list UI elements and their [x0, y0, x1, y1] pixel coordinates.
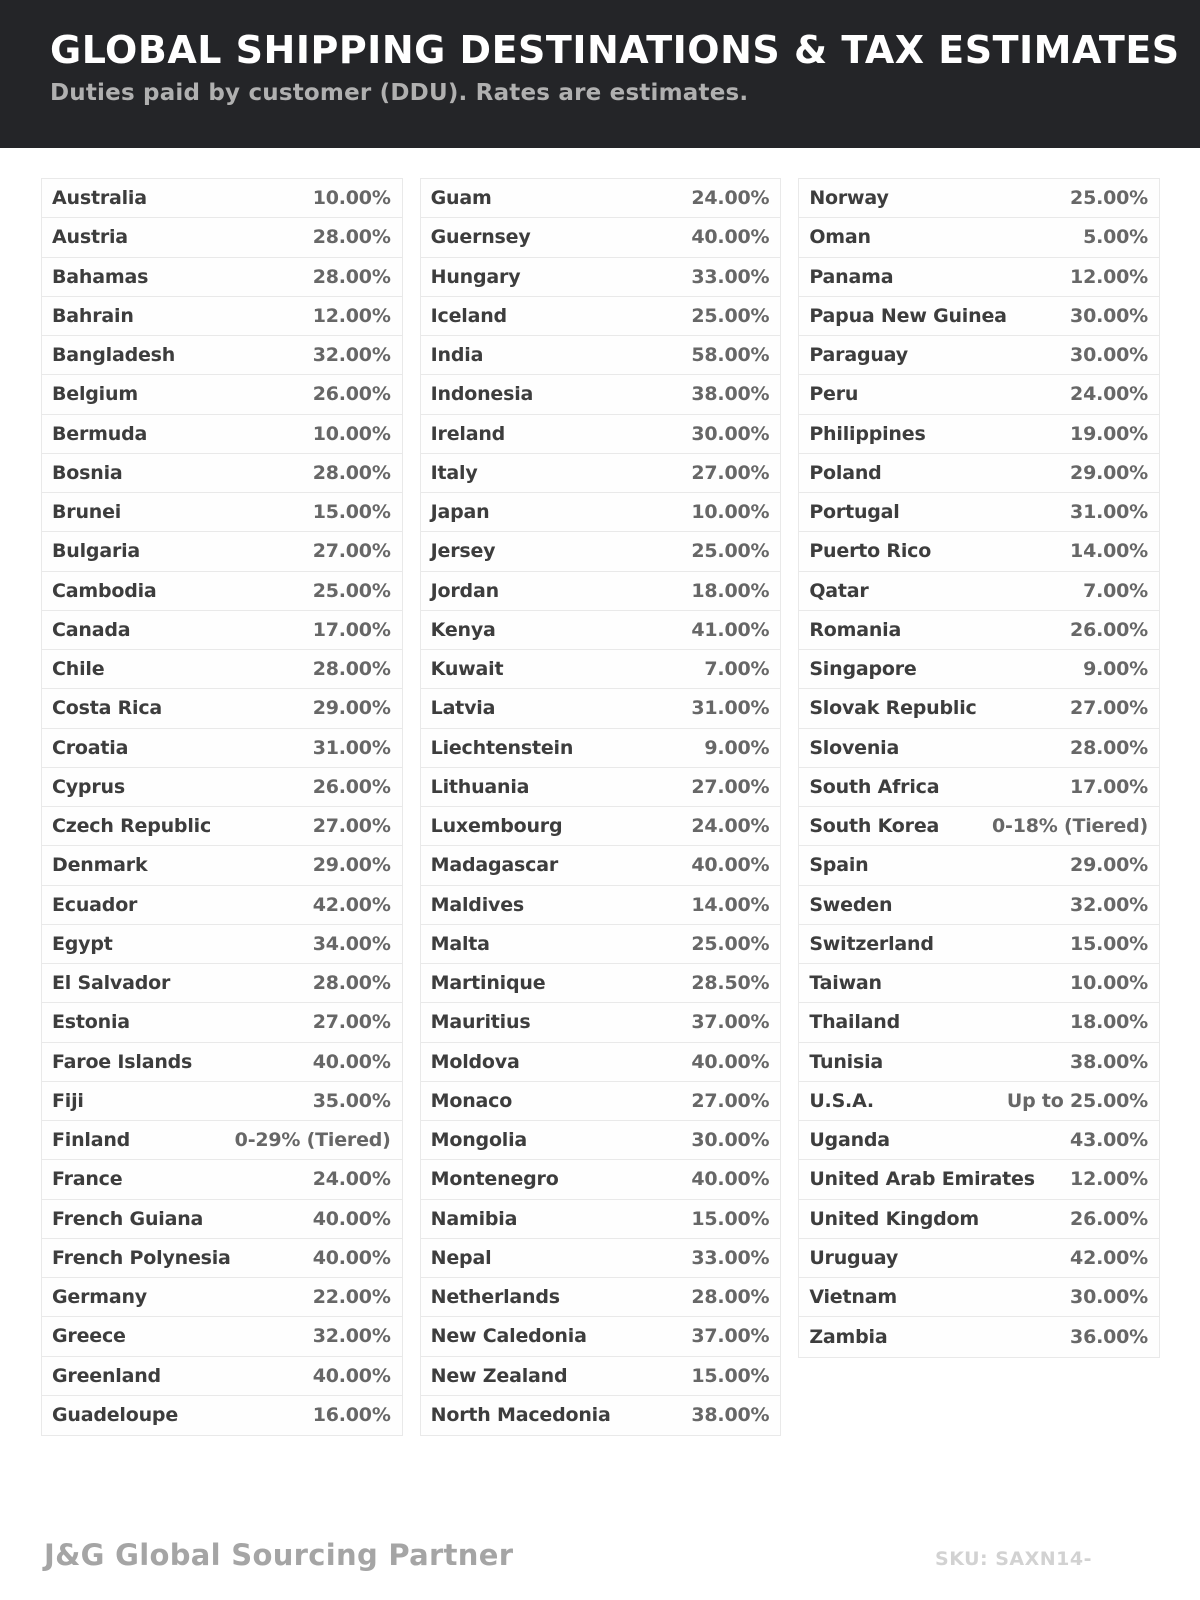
- tax-rate: 27.00%: [312, 1011, 391, 1034]
- country-name: Portugal: [809, 501, 900, 524]
- table-row: [799, 925, 1159, 964]
- tax-rate: 10.00%: [312, 187, 391, 210]
- country-name: Cyprus: [52, 775, 125, 798]
- country-name: Bahrain: [52, 304, 134, 327]
- brand-name: J&G Global Sourcing Partner: [44, 1538, 514, 1572]
- tax-rate: 0-29% (Tiered): [234, 1129, 391, 1152]
- country-name: Puerto Rico: [809, 540, 932, 563]
- tax-rate: 40.00%: [691, 1050, 770, 1073]
- country-name: French Polynesia: [52, 1246, 231, 1269]
- tax-rate: 32.00%: [312, 344, 391, 367]
- country-name: Qatar: [809, 579, 869, 602]
- table-row: [421, 1396, 781, 1435]
- tax-rate: 38.00%: [691, 1404, 770, 1427]
- tax-rate: 40.00%: [691, 1168, 770, 1191]
- table-row: [421, 1200, 781, 1239]
- table-row: [799, 415, 1159, 454]
- country-name: United Arab Emirates: [809, 1168, 1035, 1191]
- tax-rate: 31.00%: [312, 736, 391, 759]
- table-row: [799, 258, 1159, 297]
- country-name: Slovenia: [809, 736, 900, 759]
- table-row: [799, 493, 1159, 532]
- country-name: Latvia: [430, 697, 496, 720]
- tax-rate: 26.00%: [312, 383, 391, 406]
- tax-rate: 25.00%: [691, 304, 770, 327]
- table-row: [421, 493, 781, 532]
- country-name: Jordan: [430, 579, 499, 602]
- table-row: [42, 532, 402, 571]
- tax-rate: 32.00%: [1070, 893, 1148, 916]
- tax-rate: 7.00%: [704, 658, 770, 681]
- country-name: Czech Republic: [52, 815, 212, 838]
- country-name: Madagascar: [430, 854, 558, 877]
- table-row: [421, 179, 781, 218]
- sku-label: SKU: SAXN14-: [935, 1548, 1092, 1570]
- country-name: Singapore: [809, 658, 917, 681]
- country-name: El Salvador: [52, 972, 171, 995]
- tax-rate: 28.00%: [1070, 736, 1148, 759]
- table-row: [799, 1200, 1159, 1239]
- table-row: [42, 689, 402, 728]
- table-row: [421, 886, 781, 925]
- tax-rate: 27.00%: [312, 815, 391, 838]
- tax-rate: 30.00%: [691, 1129, 770, 1152]
- country-name: Chile: [52, 658, 105, 681]
- table-row: [799, 297, 1159, 336]
- table-column: [420, 178, 782, 1436]
- table-row: [421, 454, 781, 493]
- tax-rate: 24.00%: [312, 1168, 391, 1191]
- country-name: Brunei: [52, 501, 122, 524]
- table-row: [799, 846, 1159, 885]
- tax-rate: 28.00%: [312, 265, 391, 288]
- country-name: Belgium: [52, 383, 138, 406]
- tax-rate: 42.00%: [1070, 1246, 1148, 1269]
- table-column: [41, 178, 403, 1436]
- tax-rate: 9.00%: [1083, 658, 1148, 681]
- country-name: Guadeloupe: [52, 1404, 179, 1427]
- tax-rate: 26.00%: [1070, 618, 1148, 641]
- country-name: Liechtenstein: [430, 736, 574, 759]
- tax-rate: 28.00%: [312, 972, 391, 995]
- table-row: [42, 493, 402, 532]
- table-row: [799, 689, 1159, 728]
- table-row: [42, 611, 402, 650]
- table-row: [42, 1043, 402, 1082]
- country-name: Bulgaria: [52, 540, 141, 563]
- table-row: [421, 258, 781, 297]
- table-row: [799, 768, 1159, 807]
- tax-rate: 14.00%: [1070, 540, 1148, 563]
- tax-rate: 31.00%: [1070, 501, 1148, 524]
- country-name: Namibia: [430, 1207, 518, 1230]
- table-row: [421, 650, 781, 689]
- country-name: Indonesia: [430, 383, 534, 406]
- country-name: Egypt: [52, 932, 113, 955]
- table-row: [421, 1317, 781, 1356]
- table-row: [799, 729, 1159, 768]
- table-row: [421, 964, 781, 1003]
- tax-rate: 25.00%: [691, 932, 770, 955]
- country-name: Estonia: [52, 1011, 130, 1034]
- table-row: [421, 689, 781, 728]
- tax-rate: 28.00%: [312, 226, 391, 249]
- country-name: Austria: [52, 226, 128, 249]
- tax-rate: 40.00%: [312, 1246, 391, 1269]
- table-row: [421, 1043, 781, 1082]
- table-row: [42, 179, 402, 218]
- table-row: [799, 336, 1159, 375]
- table-row: [42, 729, 402, 768]
- table-row: [421, 415, 781, 454]
- table-row: [799, 218, 1159, 257]
- country-name: Germany: [52, 1286, 147, 1309]
- country-name: Moldova: [430, 1050, 520, 1073]
- table-row: [42, 1278, 402, 1317]
- tax-rate: 27.00%: [1070, 697, 1148, 720]
- country-name: Iceland: [430, 304, 507, 327]
- table-row: [799, 807, 1159, 846]
- table-row: [799, 1278, 1159, 1317]
- country-name: New Zealand: [430, 1364, 568, 1387]
- tax-rate: 28.50%: [691, 972, 770, 995]
- country-name: Guam: [430, 187, 492, 210]
- tax-rate: 28.00%: [691, 1286, 770, 1309]
- country-name: Costa Rica: [52, 697, 163, 720]
- tax-rate: 32.00%: [312, 1325, 391, 1348]
- country-name: Mauritius: [430, 1011, 531, 1034]
- country-name: Bosnia: [52, 461, 123, 484]
- table-row: [799, 1160, 1159, 1199]
- tax-rate: 35.00%: [312, 1089, 391, 1112]
- footer: [0, 1538, 1200, 1600]
- tax-rate: 19.00%: [1070, 422, 1148, 445]
- tax-rate: 17.00%: [312, 618, 391, 641]
- tax-rate: 25.00%: [312, 579, 391, 602]
- country-name: Luxembourg: [430, 815, 563, 838]
- country-name: Vietnam: [809, 1286, 897, 1309]
- country-name: Croatia: [52, 736, 129, 759]
- tax-rate: 33.00%: [691, 1246, 770, 1269]
- table-row: [421, 807, 781, 846]
- tax-rate: 25.00%: [1070, 187, 1148, 210]
- country-name: Ecuador: [52, 893, 138, 916]
- country-name: Denmark: [52, 854, 148, 877]
- table-row: [421, 768, 781, 807]
- table-row: [421, 297, 781, 336]
- table-row: [421, 1160, 781, 1199]
- table-column: [798, 178, 1160, 1358]
- country-name: Bahamas: [52, 265, 149, 288]
- country-name: Jersey: [430, 540, 496, 563]
- country-name: South Africa: [809, 775, 940, 798]
- table-row: [799, 1003, 1159, 1042]
- country-name: Ireland: [430, 422, 506, 445]
- table-row: [42, 846, 402, 885]
- table-row: [42, 1082, 402, 1121]
- tax-rate: 0-18% (Tiered): [992, 815, 1148, 838]
- tax-rate: 58.00%: [691, 344, 770, 367]
- table-row: [42, 454, 402, 493]
- country-name: South Korea: [809, 815, 940, 838]
- tax-rate: 15.00%: [1070, 932, 1148, 955]
- country-name: Guernsey: [430, 226, 531, 249]
- tax-rate: 30.00%: [1070, 344, 1148, 367]
- country-name: Nepal: [430, 1246, 492, 1269]
- tax-rate: 40.00%: [691, 854, 770, 877]
- tax-rate: 29.00%: [312, 854, 391, 877]
- country-name: Thailand: [809, 1011, 901, 1034]
- tax-rate: 29.00%: [312, 697, 391, 720]
- tax-rate: 40.00%: [312, 1207, 391, 1230]
- table-row: [421, 532, 781, 571]
- tax-rate: 28.00%: [312, 461, 391, 484]
- table-row: [42, 1200, 402, 1239]
- country-name: Faroe Islands: [52, 1050, 193, 1073]
- tax-rate: 15.00%: [691, 1364, 770, 1387]
- table-row: [421, 846, 781, 885]
- tax-rate: 37.00%: [691, 1011, 770, 1034]
- table-row: [421, 925, 781, 964]
- country-name: Mongolia: [430, 1129, 528, 1152]
- table-row: [799, 611, 1159, 650]
- table-row: [799, 650, 1159, 689]
- tax-rate: 28.00%: [312, 658, 391, 681]
- country-name: Martinique: [430, 972, 546, 995]
- tax-rate: 26.00%: [1070, 1207, 1148, 1230]
- country-name: Maldives: [430, 893, 524, 916]
- country-name: Paraguay: [809, 344, 908, 367]
- table-row: [42, 964, 402, 1003]
- tax-rate: 24.00%: [691, 815, 770, 838]
- table-row: [42, 886, 402, 925]
- table-row: [42, 1160, 402, 1199]
- table-row: [42, 1239, 402, 1278]
- tax-rate: Up to 25.00%: [1006, 1089, 1148, 1112]
- tax-rate: 5.00%: [1083, 226, 1148, 249]
- table-row: [42, 1003, 402, 1042]
- tax-rate: 36.00%: [1070, 1325, 1148, 1348]
- country-name: Taiwan: [809, 972, 882, 995]
- page-subtitle: Duties paid by customer (DDU). Rates are estimates.: [50, 79, 749, 106]
- tax-rate: 14.00%: [691, 893, 770, 916]
- table-row: [799, 1239, 1159, 1278]
- country-name: Finland: [52, 1129, 131, 1152]
- table-row: [421, 1357, 781, 1396]
- tax-rate: 10.00%: [312, 422, 391, 445]
- tax-rate: 30.00%: [1070, 1286, 1148, 1309]
- country-name: Romania: [809, 618, 902, 641]
- country-name: Zambia: [809, 1325, 888, 1348]
- table-row: [42, 258, 402, 297]
- table-row: [421, 375, 781, 414]
- header-banner: [0, 0, 1200, 148]
- tax-rate: 12.00%: [1070, 1168, 1148, 1191]
- table-row: [42, 572, 402, 611]
- table-row: [42, 768, 402, 807]
- country-name: United Kingdom: [809, 1207, 979, 1230]
- table-row: [42, 1317, 402, 1356]
- page-title: GLOBAL SHIPPING DESTINATIONS & TAX ESTIMATES: [50, 28, 1180, 72]
- tax-rate: 27.00%: [312, 540, 391, 563]
- tax-rate: 41.00%: [691, 618, 770, 641]
- tax-rate: 15.00%: [312, 501, 391, 524]
- table-row: [42, 1357, 402, 1396]
- table-row: [799, 532, 1159, 571]
- table-row: [42, 1121, 402, 1160]
- table-row: [799, 179, 1159, 218]
- tax-rate: 10.00%: [691, 501, 770, 524]
- tax-rate: 27.00%: [691, 1089, 770, 1112]
- tax-rate: 27.00%: [691, 461, 770, 484]
- country-name: Slovak Republic: [809, 697, 977, 720]
- tax-rate: 18.00%: [1070, 1011, 1148, 1034]
- tax-rate: 37.00%: [691, 1325, 770, 1348]
- tax-rate: 12.00%: [312, 304, 391, 327]
- country-name: French Guiana: [52, 1207, 204, 1230]
- country-name: Bermuda: [52, 422, 148, 445]
- table-row: [421, 336, 781, 375]
- country-name: Uruguay: [809, 1246, 899, 1269]
- country-name: Hungary: [430, 265, 521, 288]
- table-row: [421, 1003, 781, 1042]
- tax-rate: 38.00%: [1070, 1050, 1148, 1073]
- country-name: India: [430, 344, 484, 367]
- table-row: [421, 611, 781, 650]
- country-name: U.S.A.: [809, 1089, 874, 1112]
- table-row: [42, 807, 402, 846]
- country-name: Philippines: [809, 422, 926, 445]
- country-name: Fiji: [52, 1089, 84, 1112]
- country-name: Sweden: [809, 893, 893, 916]
- table-row: [799, 1082, 1159, 1121]
- country-name: Tunisia: [809, 1050, 884, 1073]
- tax-rate: 24.00%: [691, 187, 770, 210]
- table-row: [42, 218, 402, 257]
- country-name: Kuwait: [430, 658, 504, 681]
- tax-rate: 40.00%: [312, 1050, 391, 1073]
- table-row: [42, 925, 402, 964]
- tax-rate: 15.00%: [691, 1207, 770, 1230]
- country-name: Spain: [809, 854, 869, 877]
- country-name: Netherlands: [430, 1286, 560, 1309]
- table-row: [42, 650, 402, 689]
- country-name: Switzerland: [809, 932, 934, 955]
- table-row: [799, 886, 1159, 925]
- table-row: [421, 1278, 781, 1317]
- table-row: [421, 218, 781, 257]
- tax-rate: 33.00%: [691, 265, 770, 288]
- country-name: Japan: [430, 501, 490, 524]
- table-row: [42, 375, 402, 414]
- table-row: [799, 1043, 1159, 1082]
- country-name: Greenland: [52, 1364, 161, 1387]
- tax-rate: 9.00%: [704, 736, 770, 759]
- tax-rate: 30.00%: [1070, 304, 1148, 327]
- table-row: [421, 1239, 781, 1278]
- country-name: France: [52, 1168, 123, 1191]
- table-row: [42, 1396, 402, 1435]
- table-row: [799, 1317, 1159, 1356]
- table-row: [421, 1082, 781, 1121]
- tax-rate: 29.00%: [1070, 854, 1148, 877]
- tax-rate: 25.00%: [691, 540, 770, 563]
- tax-rate: 16.00%: [312, 1404, 391, 1427]
- table-row: [421, 572, 781, 611]
- country-name: Canada: [52, 618, 131, 641]
- country-name: Panama: [809, 265, 894, 288]
- country-name: New Caledonia: [430, 1325, 587, 1348]
- country-name: Kenya: [430, 618, 496, 641]
- table-row: [799, 375, 1159, 414]
- country-name: Uganda: [809, 1129, 890, 1152]
- country-name: Cambodia: [52, 579, 157, 602]
- tax-rate: 40.00%: [312, 1364, 391, 1387]
- tax-rate: 10.00%: [1070, 972, 1148, 995]
- table-row: [799, 572, 1159, 611]
- tax-rate: 7.00%: [1083, 579, 1148, 602]
- table-row: [421, 1121, 781, 1160]
- country-name: Australia: [52, 187, 147, 210]
- country-name: Papua New Guinea: [809, 304, 1007, 327]
- tax-rate: 40.00%: [691, 226, 770, 249]
- tax-rate: 38.00%: [691, 383, 770, 406]
- tax-rate: 29.00%: [1070, 461, 1148, 484]
- tax-rate: 30.00%: [691, 422, 770, 445]
- tax-rate: 26.00%: [312, 775, 391, 798]
- tax-rate: 18.00%: [691, 579, 770, 602]
- table-row: [799, 454, 1159, 493]
- country-name: Bangladesh: [52, 344, 176, 367]
- tax-rate: 12.00%: [1070, 265, 1148, 288]
- country-name: Oman: [809, 226, 871, 249]
- tax-rate: 27.00%: [691, 775, 770, 798]
- tax-rate: 17.00%: [1070, 775, 1148, 798]
- country-name: Malta: [430, 932, 490, 955]
- tax-rate: 42.00%: [312, 893, 391, 916]
- country-name: Greece: [52, 1325, 126, 1348]
- country-name: Monaco: [430, 1089, 513, 1112]
- tax-rate: 31.00%: [691, 697, 770, 720]
- table-row: [42, 415, 402, 454]
- country-name: Poland: [809, 461, 882, 484]
- country-name: Lithuania: [430, 775, 530, 798]
- table-row: [42, 297, 402, 336]
- table-row: [42, 336, 402, 375]
- tax-rate: 43.00%: [1070, 1129, 1148, 1152]
- country-name: Italy: [430, 461, 478, 484]
- country-name: North Macedonia: [430, 1404, 611, 1427]
- country-name: Norway: [809, 187, 889, 210]
- country-name: Peru: [809, 383, 859, 406]
- tax-table: [41, 178, 1160, 1436]
- tax-rate: 22.00%: [312, 1286, 391, 1309]
- country-name: Montenegro: [430, 1168, 559, 1191]
- table-row: [799, 964, 1159, 1003]
- tax-rate: 24.00%: [1070, 383, 1148, 406]
- table-row: [421, 729, 781, 768]
- tax-rate: 34.00%: [312, 932, 391, 955]
- table-row: [799, 1121, 1159, 1160]
